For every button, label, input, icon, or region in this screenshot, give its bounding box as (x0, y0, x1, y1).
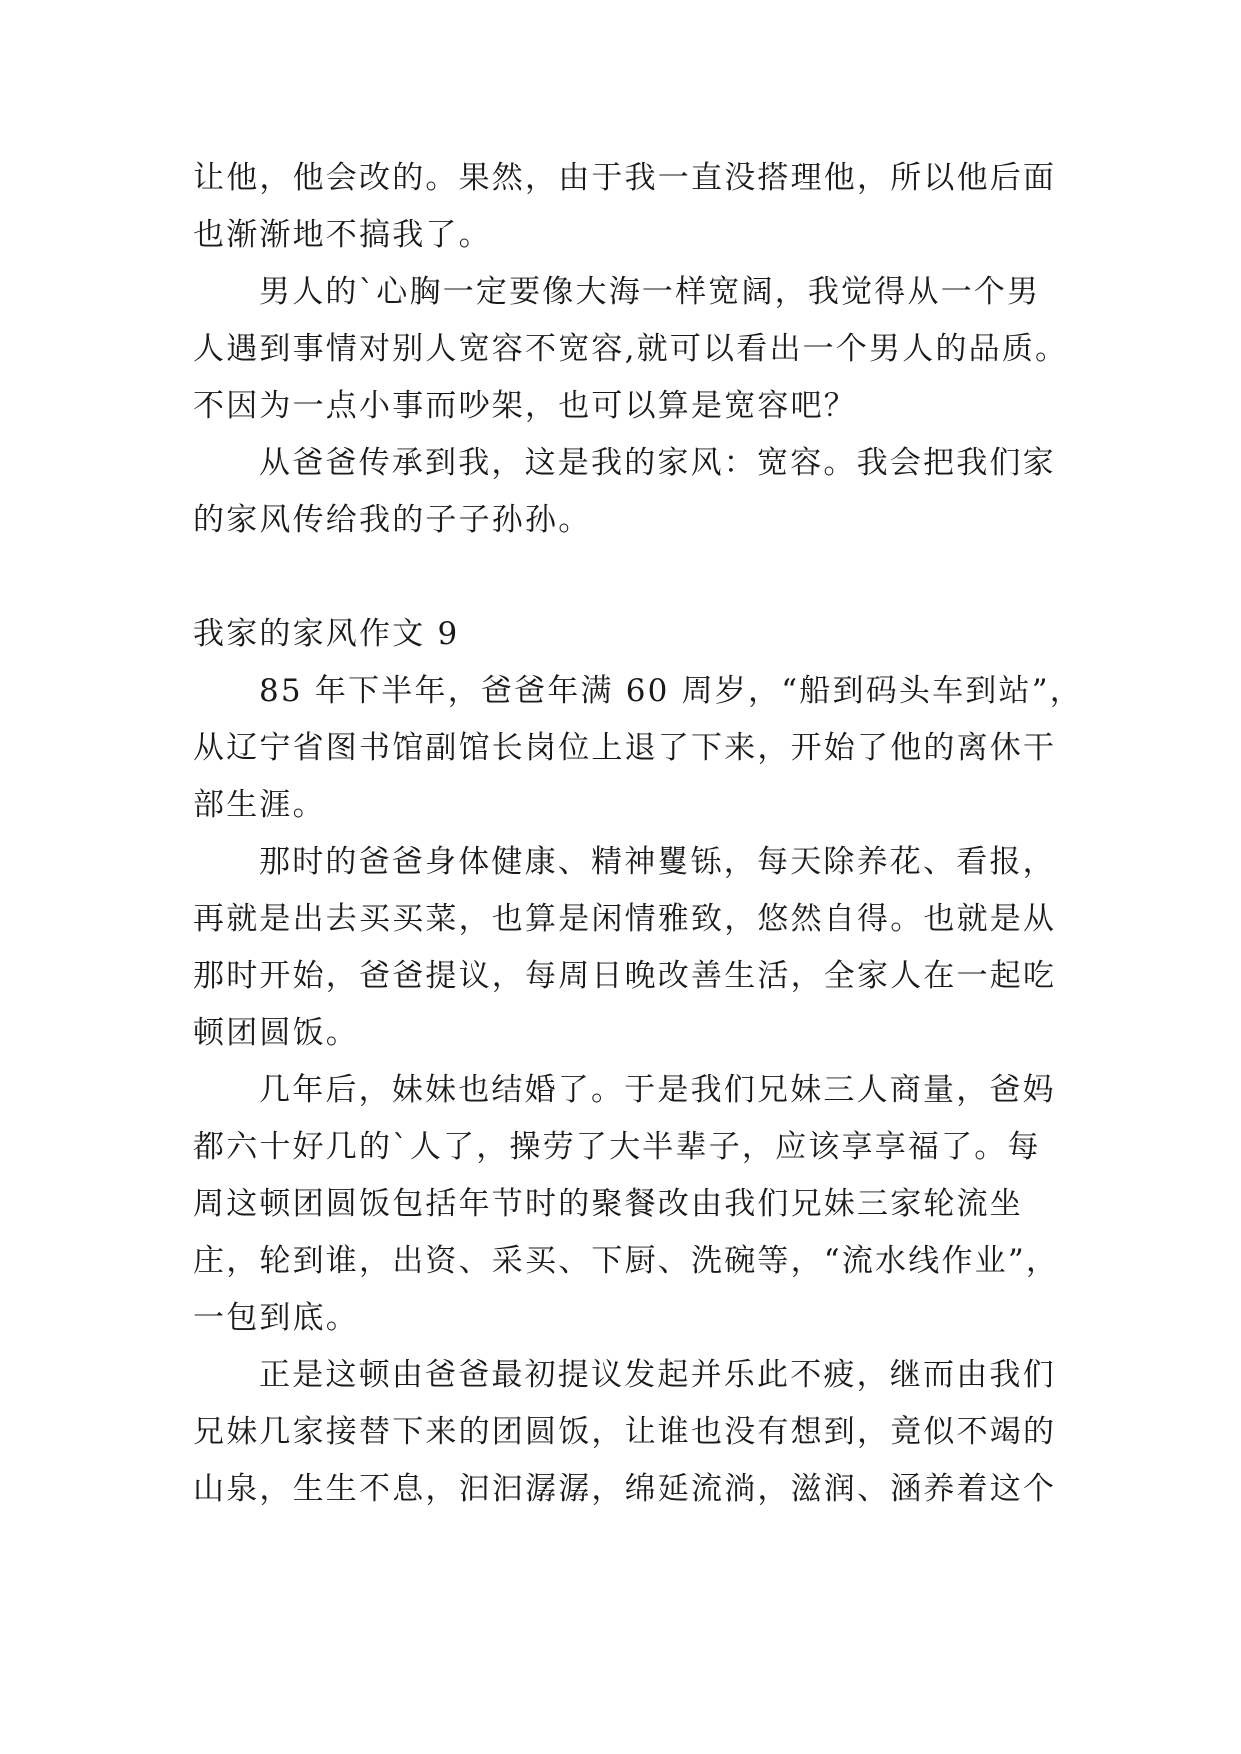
paragraph-line: 再就是出去买买菜，也算是闲情雅致，悠然自得。也就是从 (193, 901, 1057, 937)
paragraph-line: 男人的`心胸一定要像大海一样宽阔，我觉得从一个男 (259, 274, 1041, 310)
paragraph-line: 让他，他会改的。果然，由于我一直没搭理他，所以他后面 (193, 160, 1057, 196)
paragraph-line: 部生涯。 (193, 787, 326, 823)
paragraph-line: 人遇到事情对别人宽容不宽容,就可以看出一个男人的品质。 (193, 331, 1069, 367)
paragraph-line: 那时的爸爸身体健康、精神矍铄，每天除养花、看报， (259, 844, 1056, 880)
paragraph-line: 山泉，生生不息，汩汩潺潺，绵延流淌，滋润、涵养着这个 (193, 1471, 1057, 1507)
paragraph-line: 正是这顿由爸爸最初提议发起并乐此不疲，继而由我们 (259, 1357, 1056, 1393)
paragraph-line: 兄妹几家接替下来的团圆饭，让谁也没有想到，竟似不竭的 (193, 1414, 1057, 1450)
paragraph-line: 不因为一点小事而吵架，也可以算是宽容吧？ (193, 388, 857, 424)
paragraph-line: 周这顿团圆饭包括年节时的聚餐改由我们兄妹三家轮流坐 (193, 1186, 1023, 1222)
section-title: 我家的家风作文 9 (193, 616, 460, 652)
paragraph-line: 那时开始，爸爸提议，每周日晚改善生活，全家人在一起吃 (193, 958, 1057, 994)
paragraph-line: 都六十好几的`人了，操劳了大半辈子，应该享享福了。每 (193, 1129, 1041, 1165)
paragraph-line: 的家风传给我的子子孙孙。 (193, 502, 592, 538)
paragraph-line: 从辽宁省图书馆副馆长岗位上退了下来，开始了他的离休干 (193, 730, 1057, 766)
paragraph-line: 顿团圆饭。 (193, 1015, 359, 1051)
paragraph-line: 从爸爸传承到我，这是我的家风：宽容。我会把我们家 (259, 445, 1056, 481)
paragraph-line: 几年后，妹妹也结婚了。于是我们兄妹三人商量，爸妈 (259, 1072, 1056, 1108)
paragraph-line: 一包到底。 (193, 1300, 359, 1336)
paragraph-line: 85 年下半年，爸爸年满 60 周岁，“船到码头车到站”， (259, 673, 1083, 709)
paragraph-line: 庄，轮到谁，出资、采买、下厨、洗碗等，“流水线作业”， (193, 1243, 1060, 1279)
paragraph-line: 也渐渐地不搞我了。 (193, 217, 492, 253)
